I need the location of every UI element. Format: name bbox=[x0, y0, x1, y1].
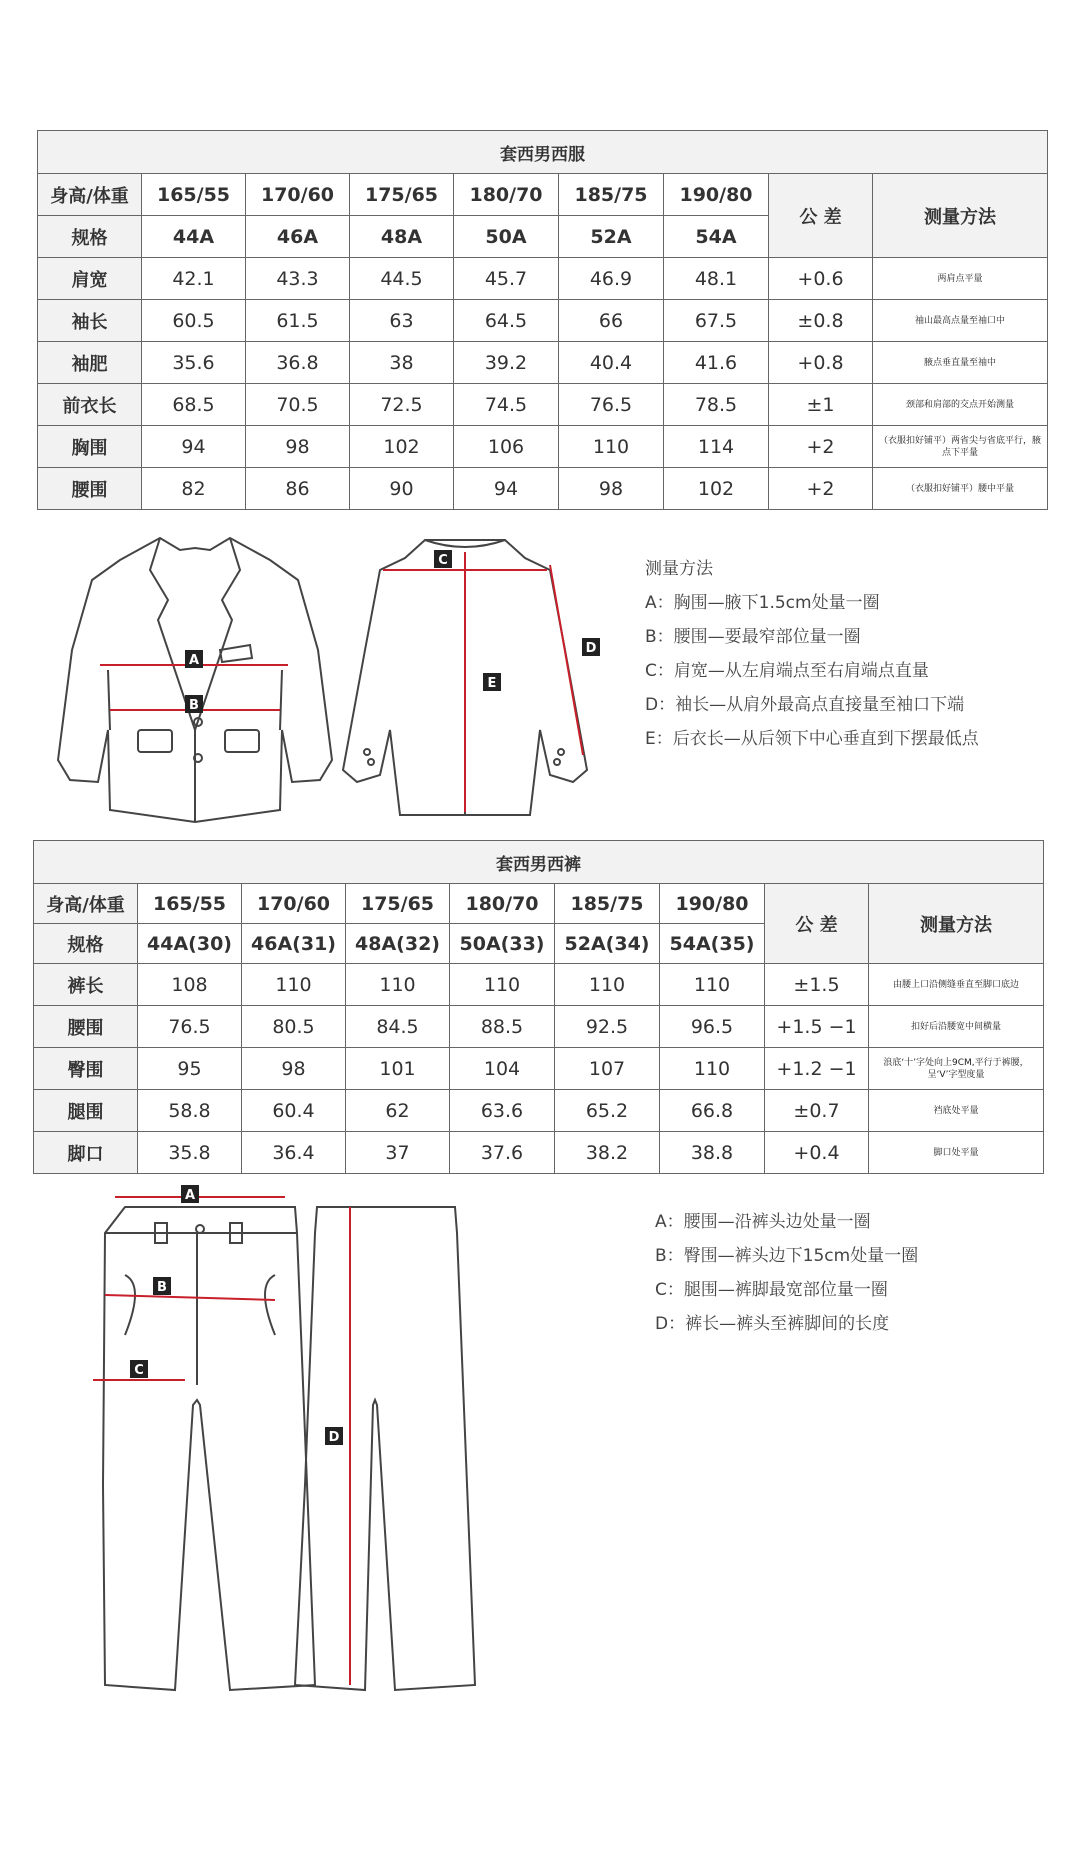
method-cell: 裆底处平量 bbox=[869, 1090, 1044, 1132]
spec-header: 54A bbox=[664, 216, 769, 258]
row-label: 肩宽 bbox=[38, 258, 142, 300]
legend-item: D：裤长—裤头至裤脚间的长度 bbox=[655, 1314, 890, 1334]
cell: 110 bbox=[660, 964, 765, 1006]
table-row bbox=[34, 1090, 1044, 1132]
cell: 44.5 bbox=[350, 258, 454, 300]
legend-title: 测量方法 bbox=[645, 559, 713, 579]
cell: 110 bbox=[559, 426, 664, 468]
cell: 67.5 bbox=[664, 300, 769, 342]
tolerance-cell: ±0.8 bbox=[769, 300, 873, 342]
cell: 94 bbox=[454, 468, 559, 510]
cell: 102 bbox=[664, 468, 769, 510]
jacket-legend bbox=[645, 552, 979, 756]
method-cell: 颈部和肩部的交点开始测量 bbox=[873, 384, 1048, 426]
cell: 63 bbox=[350, 300, 454, 342]
table-row bbox=[38, 342, 1048, 384]
cell: 45.7 bbox=[454, 258, 559, 300]
spec-label: 规格 bbox=[38, 216, 142, 258]
method-cell: 扣好后沿腰宽中间横量 bbox=[869, 1006, 1044, 1048]
method-cell: 浪底‘十’字处向上9CM,平行于裤腰，呈‘V’字型度量 bbox=[869, 1048, 1044, 1090]
cell: 64.5 bbox=[454, 300, 559, 342]
row-label: 胸围 bbox=[38, 426, 142, 468]
cell: 36.8 bbox=[246, 342, 350, 384]
method-cell: （衣服扣好铺平）腰中平量 bbox=[873, 468, 1048, 510]
spec-header: 50A(33) bbox=[450, 924, 555, 964]
method-cell: 由腰上口沿侧缝垂直至脚口底边 bbox=[869, 964, 1044, 1006]
cell: 110 bbox=[450, 964, 555, 1006]
cell: 46.9 bbox=[559, 258, 664, 300]
tolerance-cell: +1.5 −1 bbox=[765, 1006, 869, 1048]
spec-header: 46A(31) bbox=[242, 924, 346, 964]
cell: 60.5 bbox=[142, 300, 246, 342]
cell: 74.5 bbox=[454, 384, 559, 426]
tolerance-header: 公 差 bbox=[765, 884, 869, 964]
legend-item: A：腰围—沿裤头边处量一圈 bbox=[655, 1212, 871, 1232]
cell: 114 bbox=[664, 426, 769, 468]
cell: 94 bbox=[142, 426, 246, 468]
marker-b bbox=[153, 1277, 171, 1295]
pants-front-outline bbox=[103, 1207, 315, 1690]
cell: 98 bbox=[246, 426, 350, 468]
cell: 104 bbox=[450, 1048, 555, 1090]
cell: 60.4 bbox=[242, 1090, 346, 1132]
table-row bbox=[34, 964, 1044, 1006]
marker-d bbox=[325, 1427, 343, 1445]
height-weight-label: 身高/体重 bbox=[38, 174, 142, 216]
table-row bbox=[34, 1132, 1044, 1174]
svg-text:E: E bbox=[487, 676, 497, 691]
cell: 42.1 bbox=[142, 258, 246, 300]
legend-item: B：腰围—要最窄部位量一圈 bbox=[645, 627, 861, 647]
spec-header: 44A bbox=[142, 216, 246, 258]
cell: 43.3 bbox=[246, 258, 350, 300]
cell: 48.1 bbox=[664, 258, 769, 300]
method-cell: 两肩点平量 bbox=[873, 258, 1048, 300]
cell: 36.4 bbox=[242, 1132, 346, 1174]
spec-header: 46A bbox=[246, 216, 350, 258]
table-row bbox=[38, 258, 1048, 300]
cell: 72.5 bbox=[350, 384, 454, 426]
size-header: 190/80 bbox=[664, 174, 769, 216]
cell: 84.5 bbox=[346, 1006, 450, 1048]
size-header: 180/70 bbox=[450, 884, 555, 924]
cell: 37 bbox=[346, 1132, 450, 1174]
spec-header: 52A(34) bbox=[555, 924, 660, 964]
table-row bbox=[38, 384, 1048, 426]
size-header: 170/60 bbox=[246, 174, 350, 216]
legend-item: C：腿围—裤脚最宽部位量一圈 bbox=[655, 1280, 888, 1300]
tolerance-cell: +1.2 −1 bbox=[765, 1048, 869, 1090]
method-cell: 脚口处平量 bbox=[869, 1132, 1044, 1174]
row-label: 脚口 bbox=[34, 1132, 138, 1174]
cell: 98 bbox=[559, 468, 664, 510]
tolerance-cell: +0.8 bbox=[769, 342, 873, 384]
cell: 35.6 bbox=[142, 342, 246, 384]
tolerance-cell: +2 bbox=[769, 468, 873, 510]
cell: 39.2 bbox=[454, 342, 559, 384]
row-label: 腿围 bbox=[34, 1090, 138, 1132]
size-header: 185/75 bbox=[559, 174, 664, 216]
cell: 58.8 bbox=[138, 1090, 242, 1132]
size-header: 165/55 bbox=[138, 884, 242, 924]
table-row bbox=[34, 1006, 1044, 1048]
jacket-back-illustration bbox=[335, 530, 635, 830]
tolerance-cell: ±0.7 bbox=[765, 1090, 869, 1132]
tolerance-cell: +2 bbox=[769, 426, 873, 468]
svg-text:C: C bbox=[134, 1363, 144, 1378]
cell: 110 bbox=[555, 964, 660, 1006]
pants-legend bbox=[655, 1205, 918, 1341]
cell: 106 bbox=[454, 426, 559, 468]
method-cell: 腋点垂直量至袖中 bbox=[873, 342, 1048, 384]
legend-item: C：肩宽—从左肩端点至右肩端点直量 bbox=[645, 661, 929, 681]
marker-d bbox=[582, 638, 600, 656]
tolerance-cell: +0.4 bbox=[765, 1132, 869, 1174]
svg-text:A: A bbox=[184, 1188, 196, 1203]
tolerance-header: 公 差 bbox=[769, 174, 873, 258]
jacket-front-illustration bbox=[50, 530, 340, 830]
row-label: 前衣长 bbox=[38, 384, 142, 426]
table-row bbox=[34, 1048, 1044, 1090]
cell: 41.6 bbox=[664, 342, 769, 384]
spec-header: 54A(35) bbox=[660, 924, 765, 964]
cell: 108 bbox=[138, 964, 242, 1006]
table-row bbox=[38, 426, 1048, 468]
table-row bbox=[38, 300, 1048, 342]
cell: 86 bbox=[246, 468, 350, 510]
jacket-size-table bbox=[37, 130, 1048, 510]
cell: 96.5 bbox=[660, 1006, 765, 1048]
svg-text:B: B bbox=[157, 1280, 167, 1295]
method-cell: （衣服扣好铺平）两省尖与省底平行，腋点下平量 bbox=[873, 426, 1048, 468]
size-header: 180/70 bbox=[454, 174, 559, 216]
cell: 38.8 bbox=[660, 1132, 765, 1174]
cell: 70.5 bbox=[246, 384, 350, 426]
svg-text:B: B bbox=[189, 698, 199, 713]
svg-text:C: C bbox=[438, 553, 448, 568]
cell: 102 bbox=[350, 426, 454, 468]
pants-back-outline bbox=[295, 1207, 475, 1690]
cell: 95 bbox=[138, 1048, 242, 1090]
marker-a bbox=[181, 1185, 199, 1203]
marker-a bbox=[185, 650, 203, 668]
cell: 98 bbox=[242, 1048, 346, 1090]
row-label: 袖长 bbox=[38, 300, 142, 342]
method-header: 测量方法 bbox=[869, 884, 1044, 964]
cell: 66 bbox=[559, 300, 664, 342]
cell: 82 bbox=[142, 468, 246, 510]
cell: 40.4 bbox=[559, 342, 664, 384]
marker-e bbox=[483, 673, 501, 691]
table-row bbox=[38, 468, 1048, 510]
pants-size-table bbox=[33, 840, 1044, 1174]
pants-table-title: 套西男西裤 bbox=[34, 841, 1044, 884]
tolerance-cell: ±1 bbox=[769, 384, 873, 426]
cell: 76.5 bbox=[559, 384, 664, 426]
cell: 101 bbox=[346, 1048, 450, 1090]
cell: 78.5 bbox=[664, 384, 769, 426]
spec-header: 44A(30) bbox=[138, 924, 242, 964]
legend-item: E：后衣长—从后领下中心垂直到下摆最低点 bbox=[645, 729, 979, 749]
cell: 61.5 bbox=[246, 300, 350, 342]
cell: 62 bbox=[346, 1090, 450, 1132]
row-label: 腰围 bbox=[34, 1006, 138, 1048]
cell: 65.2 bbox=[555, 1090, 660, 1132]
cell: 92.5 bbox=[555, 1006, 660, 1048]
cell: 68.5 bbox=[142, 384, 246, 426]
cell: 107 bbox=[555, 1048, 660, 1090]
spec-header: 48A bbox=[350, 216, 454, 258]
cell: 63.6 bbox=[450, 1090, 555, 1132]
cell: 37.6 bbox=[450, 1132, 555, 1174]
jacket-table-title: 套西男西服 bbox=[38, 131, 1048, 174]
cell: 38.2 bbox=[555, 1132, 660, 1174]
cell: 110 bbox=[660, 1048, 765, 1090]
cell: 110 bbox=[346, 964, 450, 1006]
legend-item: A：胸围—腋下1.5cm处量一圈 bbox=[645, 593, 880, 613]
spec-header: 50A bbox=[454, 216, 559, 258]
spec-label: 规格 bbox=[34, 924, 138, 964]
legend-item: B：臀围—裤头边下15cm处量一圈 bbox=[655, 1246, 919, 1266]
cell: 88.5 bbox=[450, 1006, 555, 1048]
cell: 90 bbox=[350, 468, 454, 510]
row-label: 裤长 bbox=[34, 964, 138, 1006]
row-label: 臀围 bbox=[34, 1048, 138, 1090]
pants-front-illustration bbox=[85, 1185, 455, 1715]
cell: 110 bbox=[242, 964, 346, 1006]
marker-c bbox=[130, 1360, 148, 1378]
svg-text:D: D bbox=[328, 1430, 340, 1445]
svg-text:A: A bbox=[188, 653, 200, 668]
method-header: 测量方法 bbox=[873, 174, 1048, 258]
size-header: 185/75 bbox=[555, 884, 660, 924]
tolerance-cell: ±1.5 bbox=[765, 964, 869, 1006]
marker-c bbox=[434, 550, 452, 568]
cell: 76.5 bbox=[138, 1006, 242, 1048]
spec-header: 48A(32) bbox=[346, 924, 450, 964]
size-header: 170/60 bbox=[242, 884, 346, 924]
tolerance-cell: +0.6 bbox=[769, 258, 873, 300]
svg-text:D: D bbox=[585, 641, 597, 656]
size-header: 165/55 bbox=[142, 174, 246, 216]
size-header: 175/65 bbox=[346, 884, 450, 924]
cell: 38 bbox=[350, 342, 454, 384]
cell: 35.8 bbox=[138, 1132, 242, 1174]
marker-b bbox=[185, 695, 203, 713]
height-weight-label: 身高/体重 bbox=[34, 884, 138, 924]
size-header: 175/65 bbox=[350, 174, 454, 216]
legend-item: D：袖长—从肩外最高点直接量至袖口下端 bbox=[645, 695, 965, 715]
method-cell: 袖山最高点量至袖口中 bbox=[873, 300, 1048, 342]
row-label: 袖肥 bbox=[38, 342, 142, 384]
size-header: 190/80 bbox=[660, 884, 765, 924]
row-label: 腰围 bbox=[38, 468, 142, 510]
spec-header: 52A bbox=[559, 216, 664, 258]
cell: 80.5 bbox=[242, 1006, 346, 1048]
cell: 66.8 bbox=[660, 1090, 765, 1132]
